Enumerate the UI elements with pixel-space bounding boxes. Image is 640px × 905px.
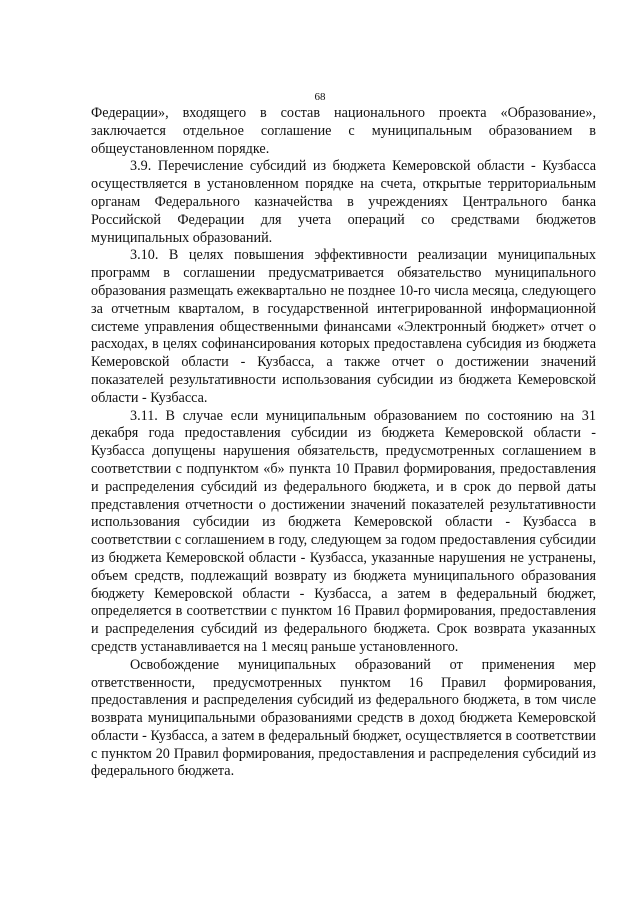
- paragraph-3-9: 3.9. Перечисление субсидий из бюджета Кемеровской области - Кузбасса осуществляется в установленном порядке на счета, открытые территориальным органам Федерального казначейства в учреждениях Центрального банка Российской Федерации для учета операций со средствами бюджетов муниципальных образований.: [91, 158, 596, 246]
- page-number: 68: [314, 91, 326, 103]
- paragraph-3-11: 3.11. В случае если муниципальным образованием по состоянию на 31 декабря года предоставления субсидии из бюджета Кемеровской области - Кузбасса допущены нарушения обязательств, предусмотренных соглашением в соответствии с подпунктом «б» пункта 10 Правил формирования, предоставления и распределения субсидий из федерального бюджета, и в срок до первой даты представления отчетности о достижении значений показателей результативности использования субсидии из бюджета Кемеровской области - Кузбасса в соответствии с соглашением в году, следующем за годом предоставления субсидии из бюджета Кемеровской области - Кузбасса, указанные нарушения не устранены, объем средств, подлежащий возврату из бюджета муниципального образования бюджету Кемеровской области - Кузбасса, а затем в федеральный бюджет, определяется в соответствии с пунктом 16 Правил формирования, предоставления и распределения субсидий из федерального бюджета. Срок возврата указанных средств устанавливается на 1 месяц раньше установленного.: [91, 407, 596, 655]
- document-body: [91, 105, 596, 781]
- paragraph-3-10: 3.10. В целях повышения эффективности реализации муниципальных программ в соглашении предусматривается обязательство муниципального образования размещать ежеквартально не позднее 10-го числа месяца, следующего за отчетным кварталом, в государственной интегрированной информационной системе управления общественными финансами «Электронный бюджет» отчет о расходах, в целях софинансирования которых предоставлена субсидия из бюджета Кемеровской области - Кузбасса, а также отчет о достижении значений показателей результативности использования субсидии из бюджета Кемеровской области - Кузбасса.: [91, 247, 596, 406]
- paragraph-exemption: Освобождение муниципальных образований от применения мер ответственности, предусмотренных пунктом 16 Правил формирования, предоставления и распределения субсидий из федерального бюджета, в том числе возврата муниципальными образованиями средств в доход бюджета Кемеровской области - Кузбасса, а затем в федеральный бюджет, осуществляется в соответствии с пунктом 20 Правил формирования, предоставления и распределения субсидий из федерального бюджета.: [91, 656, 596, 780]
- paragraph-continuation: Федерации», входящего в состав национального проекта «Образование», заключается отдельное соглашение с муниципальным образованием в общеустановленном порядке.: [91, 105, 596, 157]
